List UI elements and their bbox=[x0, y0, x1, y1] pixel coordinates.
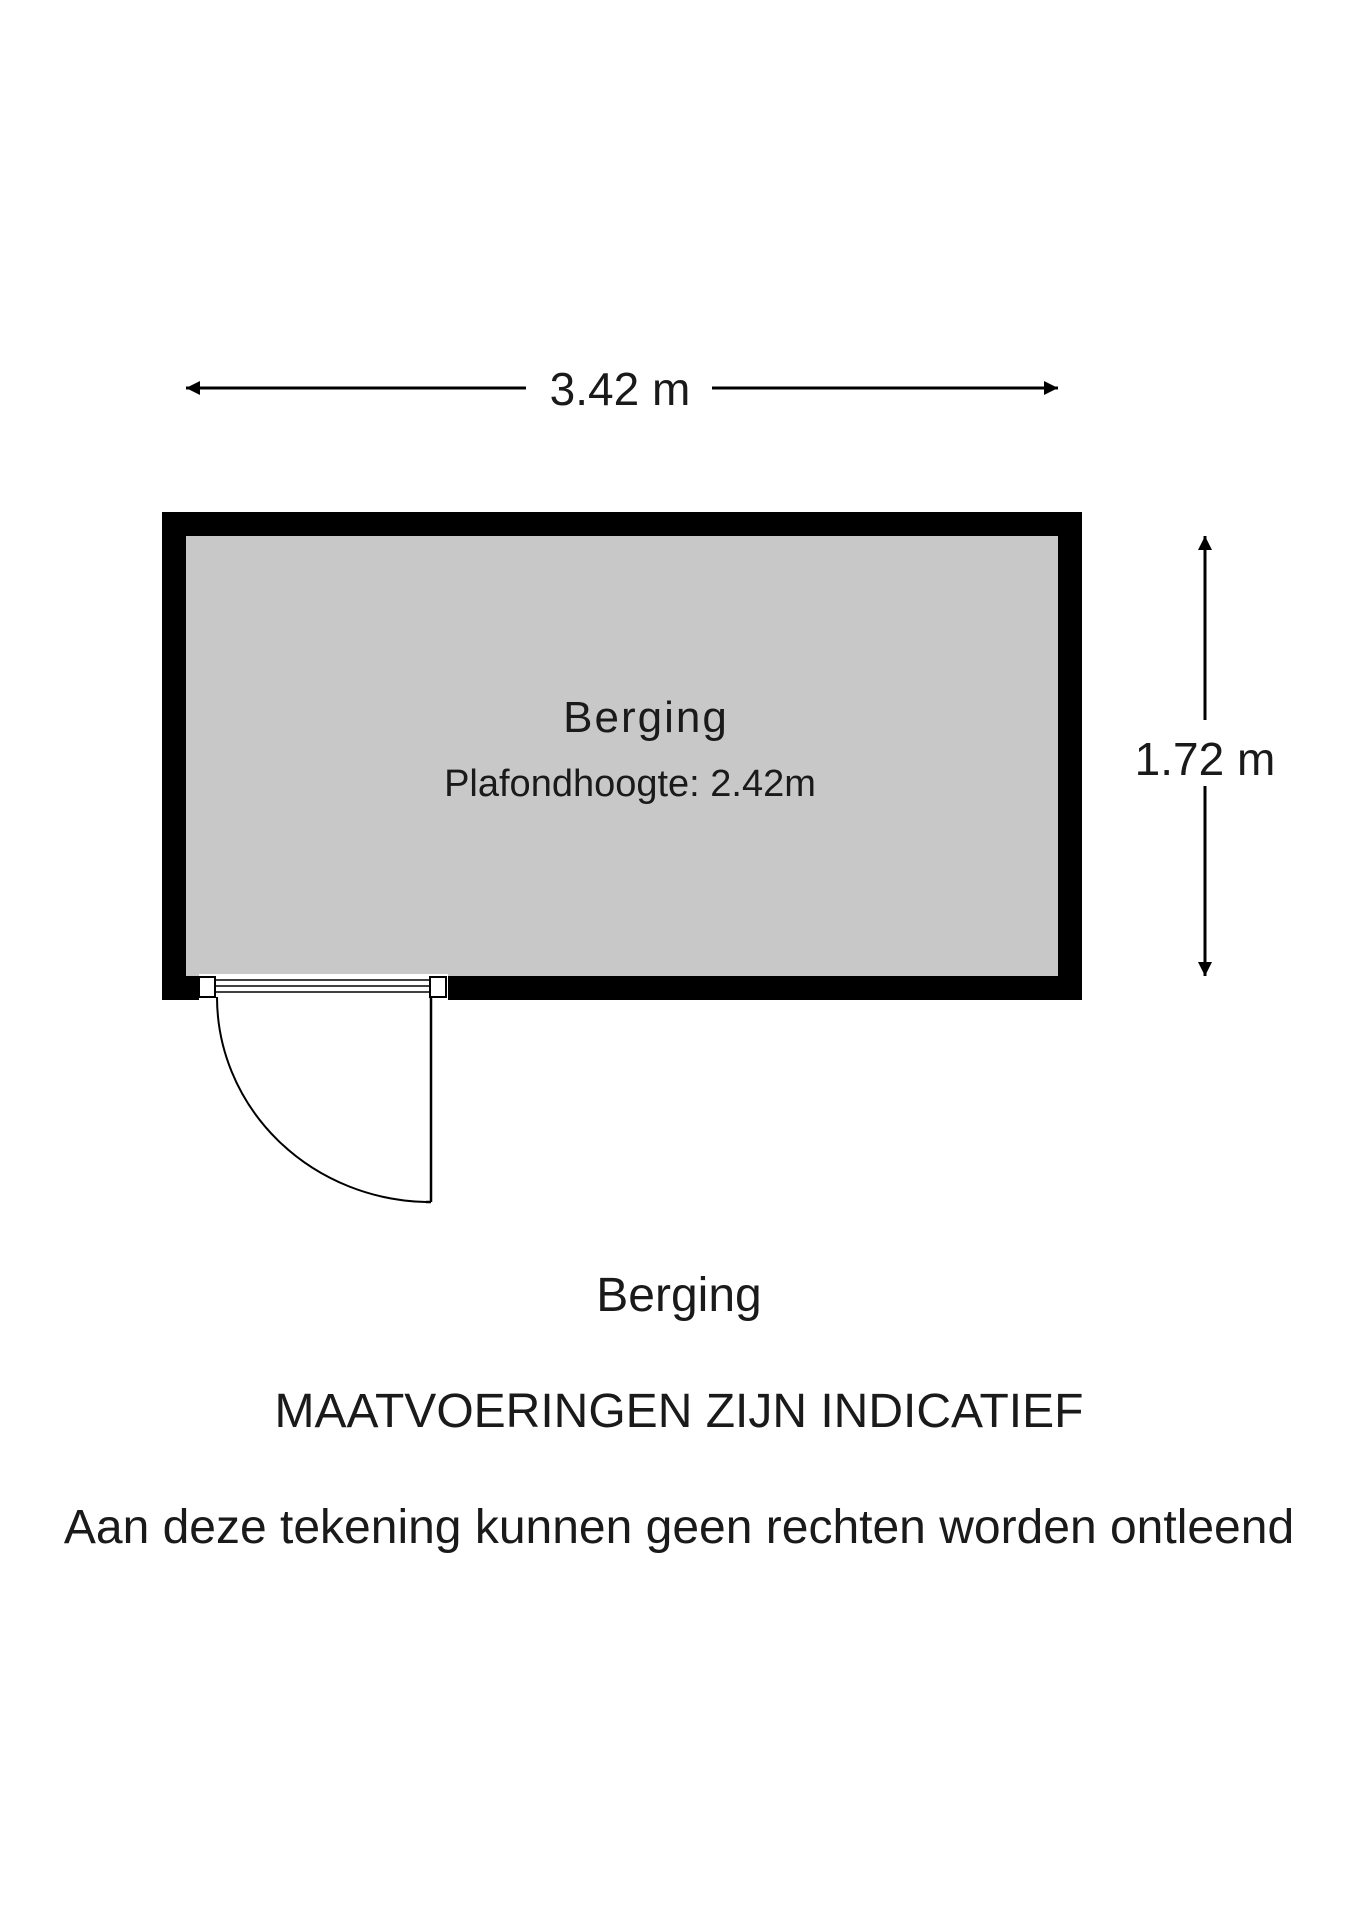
room-name-label: Berging bbox=[563, 693, 729, 742]
width-dimension-label: 3.42 m bbox=[549, 363, 691, 415]
disclaimer-text: Aan deze tekening kunnen geen rechten worden ontleend bbox=[63, 1501, 1295, 1554]
depth-dimension-label: 1.72 m bbox=[1134, 733, 1276, 785]
width-dimension bbox=[186, 363, 1058, 415]
depth-dimension bbox=[1135, 536, 1276, 976]
door-swing bbox=[217, 997, 431, 1202]
door-swing-arc bbox=[217, 997, 426, 1202]
room-floor bbox=[186, 536, 1058, 976]
room-berging bbox=[162, 512, 1082, 1202]
door-opening bbox=[199, 974, 448, 1002]
plan-name-caption: Berging bbox=[596, 1269, 762, 1322]
disclaimer-title: MAATVOERINGEN ZIJN INDICATIEF bbox=[274, 1385, 1084, 1438]
ceiling-height-label: Plafondhoogte: 2.42m bbox=[444, 763, 816, 805]
